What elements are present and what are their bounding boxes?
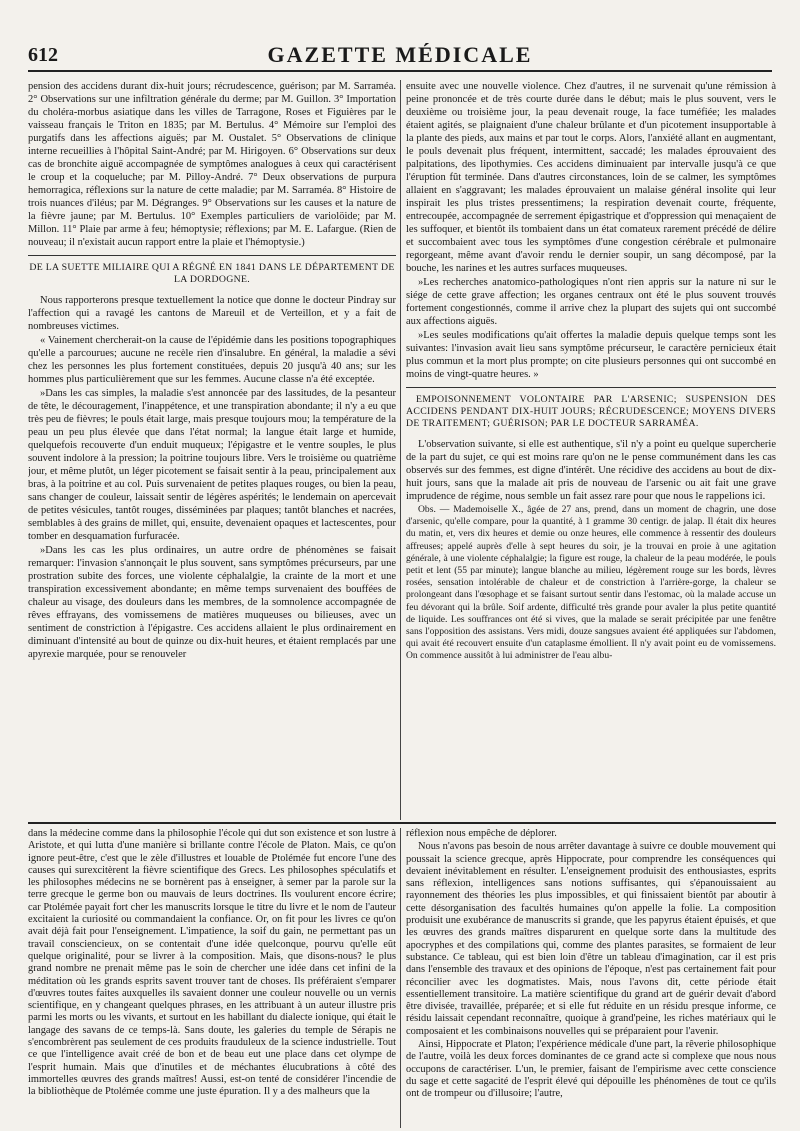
intro-paragraph: L'observation suivante, si elle est authentique, s'il n'y a point eu quelque supercherie de la part du sujet, ce qui est moins rare qu'on ne le pense communément dans les cas observés sur des femmes, est digne d'intérêt. Une récidive des accidens au bout de dix-huit jours, sans que la malade ait pris de nouveau de l'arsenic ou ait fait une grave imprudence de régime, nous semble un fait assez rare pour que nous le rappelions ici.: [406, 439, 776, 502]
page-number: 612: [28, 44, 58, 66]
section-rule: [406, 387, 776, 388]
lower-left-column: [28, 828, 396, 1128]
column-divider: [400, 80, 401, 820]
running-head: [28, 38, 772, 72]
paragraph: ensuite avec une nouvelle violence. Chez d'autres, il ne survenait qu'une rémission à peine prononcée et de très courte durée dans le début; mais le plus souvent, vers le deuxième ou troisième jour, la peau devenait rouge, la face tuméfiée; les malades étaient agités, se plaignaient d'une chaleur brûlante et d'un picotement insupportable à la plante des pieds, aux mains et par tout le corps. Alors, l'anxiété allant en augmentant, le pouls devenait plus fréquent, intermittent, saccadé; les malades éprouvaient des palpitations, des lipothymies. Ces accidens diminuaient par intervalle jusqu'à ce que l'éruption fût terminée. Dans d'autres circonstances, loin de se calmer, les symptômes allaient en s'aggravant; les malades éprouvaient un malaise général insolite qui leur inspirait les plus tristes pressentimens; la respiration devenait courte, fréquente, entrecoupée, accompagnée de serrement épigastrique et d'oppression qui menaçaient de les suffoquer, et bientôt ils tombaient dans un état comateux rarement précédé de délire et succombaient avec tous les symptômes d'une congestion cérébrale et pulmonaire regorgeant, même avant d'avoir rendu le dernier soupir, un sang décomposé, par la bouche, les narines et les autres surfaces muqueuses.: [406, 81, 776, 274]
paragraph: »Dans les cas les plus ordinaires, un autre ordre de phénomènes se faisait remarquer: l'invasion s'annonçait le plus souvent, sans symptômes précurseurs, par une prostration subite des forces, une violente céphalalgie, la crainte de la mort et une transpiration excessivement abondante; en même temps survenaient des bouffées de chaleur au visage, des douleurs dans les membres, de la somnolence accompagnée de rêves effrayans, des vomissemens de matières muqueuses ou bilieuses, avec un sentiment de constriction à l'épigastre. Ces accidens allaient le plus ordinairement en diminuant d'intensité au bout de quinze ou dix-huit heures, et étaient remplacés par une apyrexie marquée, pour se renouveler: [28, 545, 396, 660]
section-title-suette: DE LA SUETTE MILIAIRE QUI A RÉGNÉ EN 1841 DANS LE DÉPARTEMENT DE LA DORDOGNE.: [29, 262, 395, 285]
feuilleton-divider: [28, 822, 776, 824]
feuilleton-paragraph: Ainsi, Hippocrate et Platon; l'expérience médicale d'une part, la rêverie philosophique de l'autre, voilà les deux forces dominantes de ce grand acte si complexe que nous nous occupons de caractériser. L'un, le premier, faisant de l'empirisme avec cette conscience du sage et cette sagacité de l'esprit élevé qui dépouille les phénomènes de tout ce qu'ils ont de trompeur ou d'illusoire; l'autre,: [406, 1039, 776, 1100]
report-list-continuation: pension des accidens durant dix-huit jours; récrudescence, guérison; par M. Sarraméa. 2° Observations sur une infiltration générale du derme; par M. Guillon. 3° Importation du choléra-morbus asiatique dans les villes de Tarragone, Roses et Figuières par le vaisseau français le Triton en 1835; par M. Bertulus. 4° Mémoire sur l'emploi des purgatifs dans les affections aiguës; par M. Oustalet. 5° Observations de clinique interne recueillies à l'hôpital Saint-André; par M. Hirigoyen. 6° Observations sur deux cas de bronchite aiguë accompagnée de symptômes analogues à ceux qui caractérisent le croup et la coqueluche; par M. Pilloy-André. 7° Deux observations de purpura hemorragica, réflexions sur la nature de cette maladie; par M. Sarraméa. 8° Histoire de trois nuances d'iléus; par M. Dégranges. 9° Observations sur les causes et la nature de la fièvre jaune; par M. Bertulus. 10° Exemples particuliers de variolöide; par M. Millon. 11° Plaie par arme à feu; hémoptysie; réflexions; par M. E. Lafargue. (Rien de nouveau; il n'existait aucun rapport entre la plaie et l'hémoptysie.): [28, 81, 396, 248]
journal-title: GAZETTE MÉDICALE: [267, 42, 533, 67]
feuilleton-paragraph: réflexion nous empêche de déplorer.: [406, 828, 557, 839]
feuilleton-paragraph: dans la médecine comme dans la philosophie l'école qui dut son existence et son lustre à Aristote, et qui lutta d'une manière si brillante contre l'école de Platon. Mais, ce qu'on ignore peut-être, c'est que le zèle d'illustres et louable de Ptolémée fut encore l'une des causes qui surexcitèrent la fièvre scientifique des Grecs. Les philosophes spéculatifs et les philosophes médecins ne se bornèrent pas à enseigner, à semer par la parole sur la terre grecque le germe bon ou mauvais de leurs doctrines. Ils voulurent encore écrire; car Ptolémée payait fort cher les manuscrits lorsque le titre du livre et le nom de l'auteur excitaient la curiosité ou commandaient la confiance. Or, on fit pour les livres ce qu'on avait déjà fait pour l'enseignement. L'impatience, la soif du gain, ne permettant pas un travail consciencieux, on se contentait d'une idée quelconque, pourvu qu'elle eût quelque originalité, pour se livrer à la composition. Mais, que disons-nous? le plus grand nombre ne prenait même pas le soin de chercher une idée dans cet infini de la méditation où les grands esprits savent trouver tant de choses. Ils préféraient s'emparer d'œuvres toutes faites auxquelles ils savaient donner une couleur nouvelle ou un vernis scientifique, en y changeant quelques phrases, en les attribuant à un auteur illustre pris parmi les morts ou les vivants, et surtout en les habillant du dialecte ionique, qui était le langage des savans de ce temps-là. Sans doute, les galeries du temple de Sérapis ne s'encombrèrent pas seulement de ces produits frauduleux de la science industrielle. Tout ce que l'intelligence avait créé de bon et de beau eut une place dans cet olympe de l'esprit humain. Mais que d'inutiles et de méchantes élucubrations à côté des immortelles œuvres des grands maîtres! Aussi, est-on tenté de considérer l'incendie de la bibliothèque de Ptolémée comme une juste épuration. Il y a des malheurs que la: [28, 828, 396, 1098]
paragraph: »Les recherches anatomico-pathologiques n'ont rien appris sur la nature ni sur le siége de cette grave affection; les organes centraux ont été le plus souvent trouvés fortement congestionnés, comme il arrive chez la plupart des sujets qui ont succombé aux affections aiguës.: [406, 277, 776, 327]
upper-right-column: [406, 80, 776, 820]
paragraph: « Vainement chercherait-on la cause de l'épidémie dans les positions topographiques qu'elle a parcourues; aucune ne recèle rien d'insalubre. En général, la maladie a sévi chez les personnes les plus fortement constituées, depuis 20 jusqu'à 40 ans; sur les hommes plus particulièrement que sur les femmes. Aucune classe n'a été exceptée.: [28, 335, 396, 385]
section-rule: [28, 255, 396, 256]
column-divider: [400, 828, 401, 1128]
paragraph: »Les seules modifications qu'ait offertes la maladie depuis quelque temps sont les suivantes: l'invasion avait lieu sans symptôme précurseur, le caractère pernicieux était plus commun et la mort plus prompte; on cite plusieurs personnes qui ont succombé en moins de vingt-quatre heures. »: [406, 330, 776, 380]
lower-right-column: [406, 828, 776, 1128]
upper-left-column: [28, 80, 396, 820]
observation-paragraph: Obs. — Mademoiselle X., âgée de 27 ans, prend, dans un moment de chagrin, une dose d'arsenic, qu'elle compare, pour la quantité, à 1 gramme 30 centigr. de jalap. Il était dix heures du matin, et, vers dix heures et demie ou onze heures, elle commence à ressentir des douleurs affreuses; appelé auprès d'elle à sept heures du soir, je la trouvai en proie à une agitation générale, à une violente céphalalgie; la figure est rouge, la chaleur de la peau modérée, le pouls petit et lent (55 par minute); langue blanche au milieu, légèrement rouge sur les bords, lèvres rosées, sensation intolérable de chaleur et de constriction à l'arrière-gorge, la chaleur se prolongeant dans l'œsophage et se faisant surtout sentir dans l'estomac, où la malade accuse un feu dévorant qui la brûle. Soif ardente, difficulté très grande pour avaler la plus petite quantité de liquide. Les souffrances ont été si vives, que la malade se serait précipitée par une fenêtre sans l'opposition des assistans. Vers midi, douze sangsues avaient été appliquées sur l'abdomen, qui avait été recouvert ensuite d'un cataplasme émollient. Il n'y avait point eu de vomissemens. On commence aussitôt à lui administrer de l'eau albu-: [406, 504, 776, 662]
paragraph: Nous rapporterons presque textuellement la notice que donne le docteur Pindray sur l'affection qui a ravagé les cantons de Mareuil et de Verteillon, et y a fait de nombreuses victimes.: [28, 295, 396, 332]
section-title-arsenic: EMPOISONNEMENT VOLONTAIRE PAR L'ARSENIC; SUSPENSION DES ACCIDENS PENDANT DIX-HUIT JOURS; RÉCRUDESCENCE; MOYENS DIVERS DE TRAITEMENT; GUÉRISON; PAR LE DOCTEUR SARRAMÉA.: [406, 394, 776, 429]
feuilleton-paragraph: Nous n'avons pas besoin de nous arrêter davantage à suivre ce double mouvement qui poussait la science grecque, après Hippocrate, pour comprendre les conséquences qui devaient inévitablement en résulter. L'enseignement produisit des enthousiastes, esprits sans réflexion, intelligences sans notions suffisantes, qui s'épanouissaient au rayonnement des théories les plus impossibles, et qui finissaient bientôt par aboutir à cette désorganisation des facultés humaines qu'on appelle la folie. La composition produisit une exubérance de manuscrits si grande, que les papyrus étaient épuisés, et que les œuvres des grands maîtres disparurent en quelque sorte dans la multitude des apocryphes et des compilations qui, comme des plantes parasites, se formaient de leur substance. Ce tableau, qui est bien loin d'être un tableau d'imagination, car il est pris dans l'ensemble des travaux et des opinions de l'époque, n'est pas certainement fait pour réconcilier avec les dogmatistes. Mais, nous l'avons dit, cette période était essentiellement transitoire. La matière scientifique du grand art de guérir devait d'abord être divisée, travaillée, préparée; et si elle fut réduite en un résidu presque informe, ce résidu laissait cependant reconnaître, quoique à grand'peine, les riches matériaux qui le composaient et les combinaisons nouvelles qui se préparaient pour l'avenir.: [406, 841, 776, 1037]
paragraph: »Dans les cas simples, la maladie s'est annoncée par des lassitudes, de la pesanteur de tête, le découragement, l'inappétence, et une transpiration abondante; il n'y a eu que très peu de fièvres; le pouls était large, mais presque toujours mou; la température de la peau un peu plus élevée que dans l'état normal; la langue était large et humide, quelquefois recouverte d'un enduit muqueux; l'épigastre et le ventre souples, le plus souvent indolore à la pression; la poitrine toujours libre. Vers le troisième ou quatrième jour, et même plutôt, un léger picotement se faisait sentir à la peau, principalement aux bras, à la poitrine et au col. Puis survenaient de petites plaques rouges, ou bien la peau, sans changer de couleur, laissait sentir de légères aspérités; le lendemain on apercevait de petites vésicules, tantôt rouges, disséminées par plaques; tantôt blanches et nacrées, semblables à des grains de millet, qui, ensuite, devenaient opaques et lactescentes, pour tomber en desquamation furfuracée.: [28, 388, 396, 542]
